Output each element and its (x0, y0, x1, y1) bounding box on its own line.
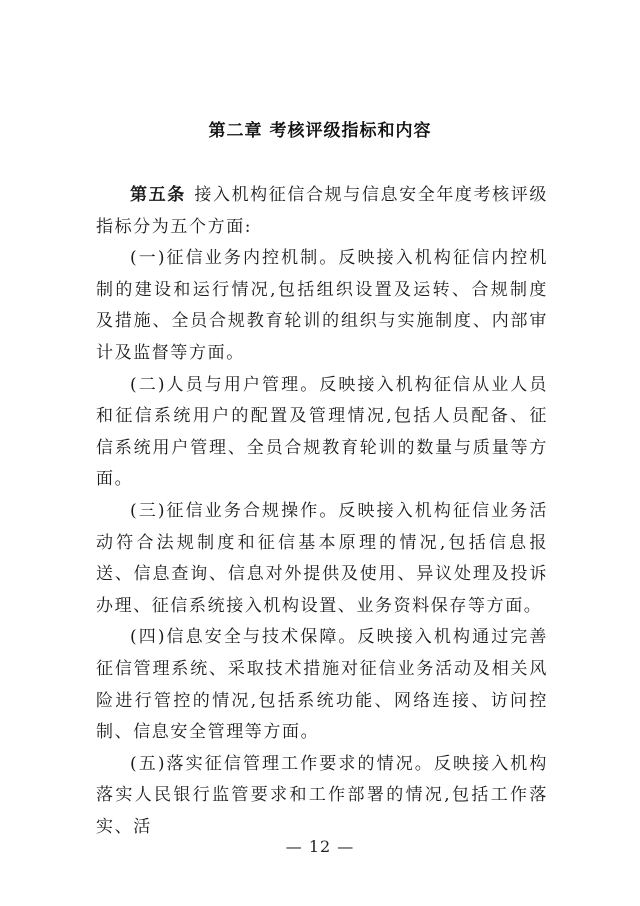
article-intro-text: 接入机构征信合规与信息安全年度考核评级指标分为五个方面: (96, 185, 548, 237)
article-body (96, 180, 548, 843)
article-item-3: (三)征信业务合规操作。反映接入机构征信业务活动符合法规制度和征信基本原理的情况,包括信息报送、信息查询、信息对外提供及使用、异议处理及投诉办理、征信系统接入机构设置、业务资料保存等方面。 (96, 500, 548, 616)
article-item-5: (五)落实征信管理工作要求的情况。反映接入机构落实人民银行监管要求和工作部署的情况,包括工作落实、活 (96, 753, 548, 837)
article-item-4: (四)信息安全与技术保障。反映接入机构通过完善征信管理系统、采取技术措施对征信业务活动及相关风险进行管控的情况,包括系统功能、网络连接、访问控制、信息安全管理等方面。 (96, 627, 548, 743)
article-label: 第五条 (130, 185, 186, 205)
article-item-2: (二)人员与用户管理。反映接入机构征信从业人员和征信系统用户的配置及管理情况,包括人员配备、征信系统用户管理、全员合规教育轮训的数量与质量等方面。 (96, 374, 548, 490)
article-item-1: (一)征信业务内控机制。反映接入机构征信内控机制的建设和运行情况,包括组织设置及运转、合规制度及措施、全员合规教育轮训的组织与实施制度、内部审计及监督等方面。 (96, 248, 548, 363)
page-number: — 12 — (285, 837, 355, 856)
chapter-title: 第二章 考核评级指标和内容 (208, 121, 432, 141)
article-intro-paragraph (96, 180, 548, 243)
